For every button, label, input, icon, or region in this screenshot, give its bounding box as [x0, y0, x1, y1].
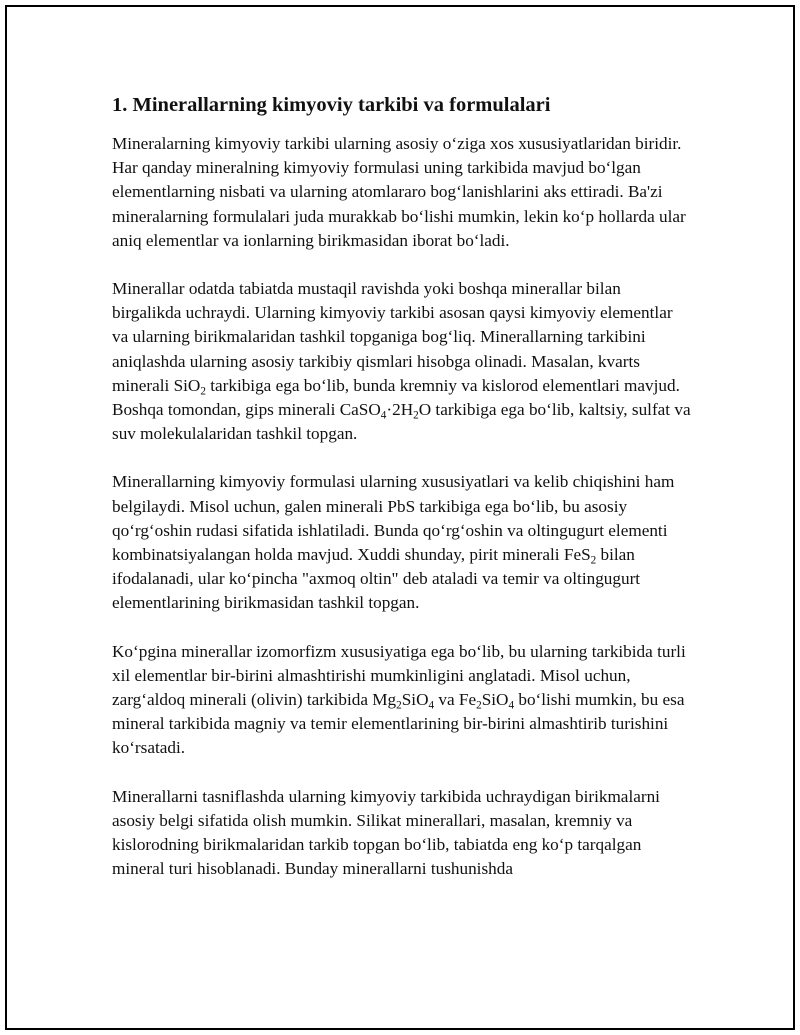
- paragraph-text: bo‘lishi mumkin, bu esa mineral tarkibida magniy va temir elementlarining bir-birini almashtirib turishini ko‘rsatadi.: [112, 690, 685, 758]
- subscript: 2: [413, 409, 419, 422]
- subscript: 2: [200, 385, 206, 398]
- subscript: 2: [590, 554, 597, 567]
- subscript: 4: [428, 699, 435, 712]
- document-body: [112, 88, 692, 905]
- paragraph-text: tarkibiga ega bo‘lib, bunda kremniy va kislorod elementlari mavjud. Boshqa tomondan, gips minerali CaSO: [112, 375, 680, 420]
- paragraph-text: SiO: [401, 690, 429, 710]
- paragraph-text: ·2H: [386, 400, 414, 420]
- paragraph: [112, 132, 692, 253]
- section-heading: 1. Minerallarning kimyoviy tarkibi va formulalari: [112, 94, 551, 116]
- subscript: 4: [508, 699, 515, 712]
- paragraph: [112, 277, 692, 446]
- paragraph: [112, 640, 692, 761]
- paragraph-text: Mineralarning kimyoviy tarkibi ularning asosiy o‘ziga xos xususiyatlaridan biridir. Har qanday mineralning kimyoviy formulasi uning tarkibida mavjud bo‘lgan elementlarning nisbati va ularning atomlararo bog‘lanishlarini aks ettiradi. Ba'zi mineralarning formulalari juda murakkab bo‘lishi mumkin, lekin ko‘p hollarda ular aniq elementlar va ionlarning birikmasidan iborat bo‘ladi.: [112, 134, 686, 250]
- subscript: 4: [380, 409, 387, 422]
- paragraph-text: va Fe: [434, 690, 477, 710]
- paragraph-text: Minerallarni tasniflashda ularning kimyoviy tarkibida uchraydigan birikmalarni asosiy belgi sifatida olish mumkin. Silikat minerallari, masalan, kremniy va kislorodning birikmalaridan tarkib topgan bo‘lib, tabiatda eng ko‘p tarqalgan mineral turi hisoblanadi. Bunday minerallarni tushunishda: [112, 786, 660, 879]
- paragraph-text: SiO: [481, 690, 509, 710]
- paragraph: [112, 785, 692, 882]
- paragraph-text: O tarkibiga ega bo‘lib, kaltsiy, sulfat va suv molekulalaridan tashkil topgan.: [112, 400, 691, 444]
- subscript: 2: [476, 699, 482, 712]
- paragraph-text: Ko‘pgina minerallar izomorfizm xususiyatiga ega bo‘lib, bu ularning tarkibida turli xil elementlar bir-birini almashtirishi mumkinligini anglatadi. Misol uchun, zarg‘aldoq minerali (olivin) tarkibida Mg: [112, 641, 686, 710]
- paragraph-text: Minerallarning kimyoviy formulasi ularning xususiyatlari va kelib chiqishini ham belgilaydi. Misol uchun, galen minerali PbS tarkibiga ega bo‘lib, bu asosiy qo‘rg‘oshin rudasi sifatida ishlatiladi. Bunda qo‘rg‘oshin va oltingugurt elementi kombinatsiyalangan holda mavjud. Xuddi shunday, pirit minerali FeS: [112, 472, 675, 565]
- paragraph: [112, 470, 692, 615]
- paragraph-text: bilan ifodalanadi, ular ko‘pincha "axmoq oltin" deb ataladi va temir va oltingugurt elementlarining birikmasidan tashkil topgan.: [112, 545, 641, 613]
- paragraph-text: Minerallar odatda tabiatda mustaqil ravishda yoki boshqa minerallar bilan birgalikda uchraydi. Ularning kimyoviy tarkibi asosan qaysi kimyoviy elementlar va ularning birikmalaridan tashkil topganiga bog‘liq. Minerallarning tarkibini aniqlashda ularning asosiy tarkibiy qismlari hisobga olinadi. Masalan, kvarts minerali SiO: [112, 279, 673, 395]
- subscript: 2: [396, 699, 402, 712]
